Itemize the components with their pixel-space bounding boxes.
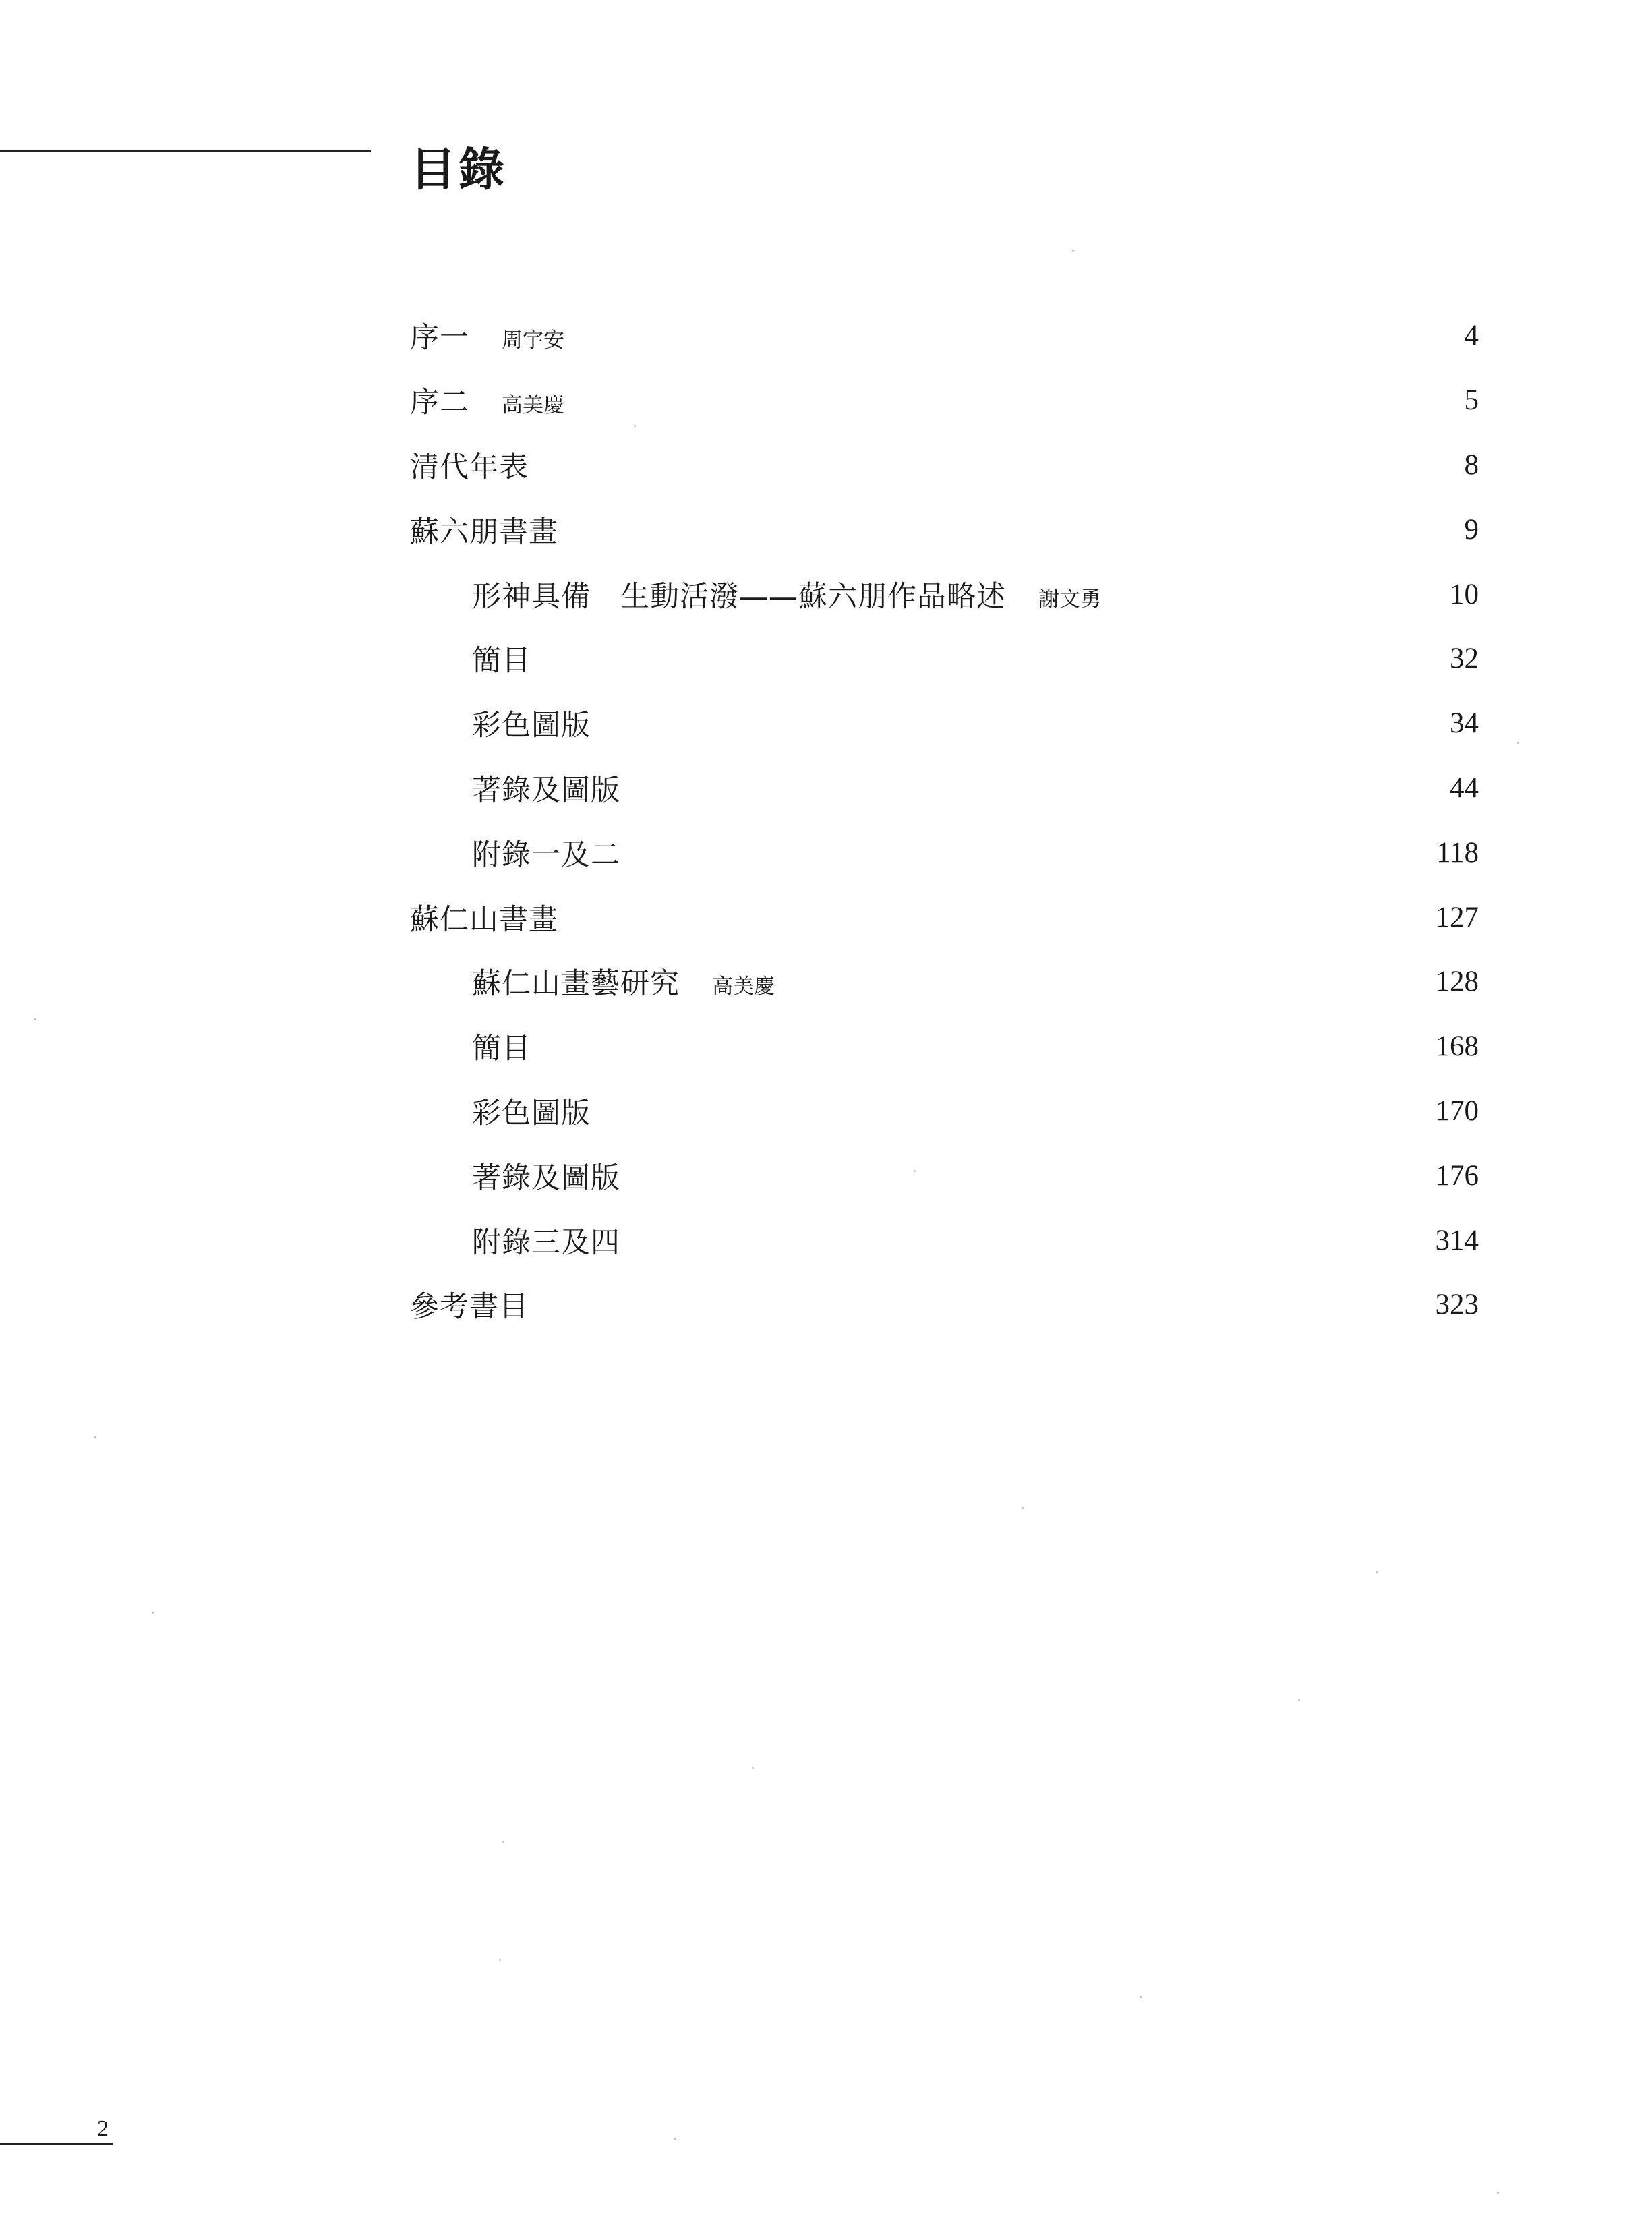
header-rule bbox=[0, 150, 371, 152]
toc-entry-title: 清代年表 bbox=[410, 450, 529, 484]
toc-entry bbox=[410, 756, 1479, 821]
toc-entry-text bbox=[410, 703, 1371, 744]
scan-speck bbox=[634, 425, 636, 427]
toc-entry-author: 高美慶 bbox=[502, 393, 564, 418]
scan-speck bbox=[752, 1767, 754, 1769]
toc-entry-page-number: 5 bbox=[1464, 384, 1479, 417]
toc-entry-author: 謝文勇 bbox=[1038, 587, 1101, 612]
toc-entry bbox=[410, 368, 1479, 433]
toc-entry bbox=[410, 562, 1479, 626]
toc-entry bbox=[410, 1143, 1479, 1208]
toc-entry-title: 蘇六朋書畫 bbox=[410, 515, 558, 549]
toc-entry-page-number: 128 bbox=[1435, 966, 1479, 998]
toc-entry-page-number: 34 bbox=[1450, 707, 1479, 740]
toc-entry-author: 高美慶 bbox=[712, 974, 775, 999]
toc-entry bbox=[410, 950, 1479, 1014]
toc-entry-page-number: 8 bbox=[1464, 448, 1479, 481]
scan-speck bbox=[1376, 1571, 1378, 1573]
toc-entry-page-number: 10 bbox=[1450, 578, 1479, 610]
toc-entry bbox=[410, 820, 1479, 885]
toc-entry-title: 序二 bbox=[410, 386, 469, 420]
table-of-contents bbox=[410, 303, 1479, 1337]
toc-entry-text bbox=[410, 1090, 1371, 1132]
toc-entry bbox=[410, 1079, 1479, 1144]
toc-entry bbox=[410, 626, 1479, 691]
toc-entry-text bbox=[410, 380, 1371, 421]
toc-entry-page-number: 176 bbox=[1435, 1159, 1479, 1192]
toc-entry bbox=[410, 303, 1479, 368]
toc-entry-text bbox=[410, 574, 1371, 615]
toc-entry-title: 形神具備 生動活潑——蘇六朋作品略述 bbox=[472, 579, 1006, 614]
toc-entry-text bbox=[410, 1284, 1371, 1325]
page-title: 目錄 bbox=[410, 143, 508, 197]
toc-entry-text bbox=[410, 1220, 1371, 1261]
scan-speck bbox=[502, 1841, 504, 1843]
toc-entry-page-number: 44 bbox=[1450, 771, 1479, 804]
toc-entry bbox=[410, 691, 1479, 756]
toc-entry bbox=[410, 1014, 1479, 1079]
scan-speck bbox=[674, 2138, 676, 2140]
toc-entry-page-number: 170 bbox=[1435, 1095, 1479, 1127]
toc-entry-page-number: 118 bbox=[1436, 836, 1479, 869]
toc-entry-title: 序一 bbox=[410, 321, 469, 355]
toc-entry-text bbox=[410, 961, 1371, 1002]
toc-entry-page-number: 9 bbox=[1464, 513, 1479, 546]
scan-speck bbox=[1140, 1996, 1142, 1998]
toc-entry-title: 著錄及圖版 bbox=[472, 1161, 620, 1195]
toc-entry bbox=[410, 497, 1479, 562]
scan-speck bbox=[1298, 1699, 1300, 1701]
toc-entry-text bbox=[410, 444, 1371, 486]
scan-speck bbox=[1072, 250, 1074, 252]
toc-entry-page-number: 4 bbox=[1464, 320, 1479, 352]
toc-entry-page-number: 168 bbox=[1435, 1030, 1479, 1063]
scan-speck bbox=[914, 1170, 916, 1172]
toc-entry-page-number: 127 bbox=[1435, 901, 1479, 933]
toc-entry-text bbox=[410, 767, 1371, 809]
toc-entry bbox=[410, 1273, 1479, 1337]
toc-entry-text bbox=[410, 832, 1371, 873]
toc-entry-text bbox=[410, 315, 1371, 356]
toc-entry-text bbox=[410, 638, 1371, 679]
toc-entry-page-number: 314 bbox=[1435, 1224, 1479, 1256]
toc-entry-title: 簡目 bbox=[472, 644, 531, 678]
folio-rule bbox=[0, 2143, 113, 2145]
toc-entry-text bbox=[410, 897, 1371, 938]
toc-entry-title: 附錄一及二 bbox=[472, 838, 620, 872]
toc-entry-text bbox=[410, 1026, 1371, 1067]
toc-entry-title: 參考書目 bbox=[410, 1290, 529, 1324]
scan-speck bbox=[1497, 2192, 1499, 2194]
toc-entry bbox=[410, 885, 1479, 950]
toc-entry-title: 蘇仁山書畫 bbox=[410, 902, 558, 937]
scan-speck bbox=[1517, 742, 1519, 744]
toc-entry-title: 蘇仁山畫藝研究 bbox=[472, 967, 680, 1001]
toc-entry-author: 周宇安 bbox=[502, 328, 564, 353]
scan-speck bbox=[499, 1959, 501, 1961]
toc-entry-page-number: 323 bbox=[1435, 1289, 1479, 1321]
scan-speck bbox=[94, 1436, 96, 1438]
toc-entry bbox=[410, 1208, 1479, 1273]
toc-entry-text bbox=[410, 509, 1371, 550]
scan-speck bbox=[1022, 1507, 1024, 1509]
scan-speck bbox=[34, 1018, 36, 1020]
toc-entry-page-number: 32 bbox=[1450, 643, 1479, 675]
toc-entry-title: 彩色圖版 bbox=[472, 709, 591, 743]
toc-entry-title: 著錄及圖版 bbox=[472, 773, 620, 807]
toc-entry-text bbox=[410, 1155, 1371, 1196]
page-number: 2 bbox=[97, 2116, 109, 2141]
toc-entry-title: 簡目 bbox=[472, 1032, 531, 1066]
toc-entry bbox=[410, 433, 1479, 498]
toc-entry-title: 彩色圖版 bbox=[472, 1096, 591, 1130]
toc-entry-title: 附錄三及四 bbox=[472, 1225, 620, 1260]
scan-speck bbox=[152, 1612, 154, 1614]
